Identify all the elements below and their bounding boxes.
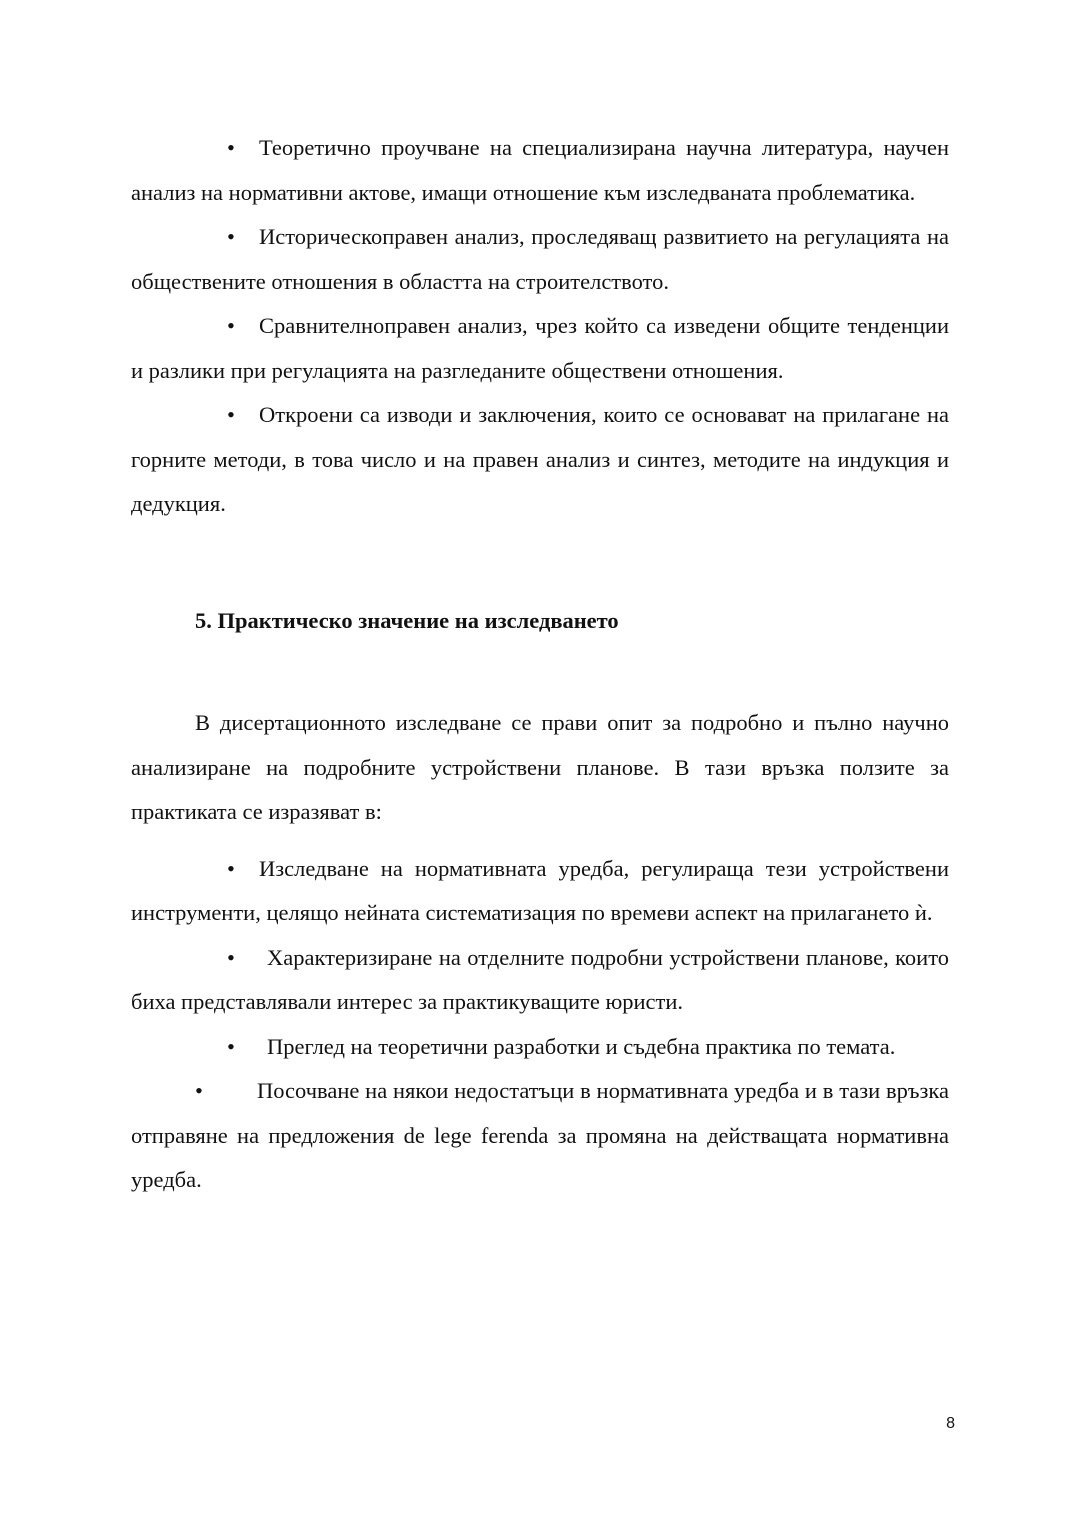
- intro-paragraph: В дисертационното изследване се прави опит за подробно и пълно научно анализиране на подробните устройствени планове. В тази връзка ползите за практиката се изразяват в:: [131, 710, 949, 824]
- benefits-list: [131, 847, 949, 1203]
- list-item-text: Сравнителноправен анализ, чрез който са изведени общите тенденции и разлики при регулацията на разгледаните обществени отношения.: [131, 313, 949, 383]
- list-item-text: Посочване на някои недостатъци в нормативната уредба и в тази връзка отправяне на предложения de lege ferenda за промяна на действащата нормативна уредба.: [131, 1078, 949, 1192]
- page-number: 8: [946, 1415, 955, 1432]
- methods-list: [131, 126, 949, 527]
- document-page: [131, 126, 949, 1203]
- list-item-text: Изследване на нормативната уредба, регулираща тези устройствени инструменти, целящо нейната систематизация по времеви аспект на прилагането ѝ.: [131, 855, 949, 925]
- list-item: [131, 215, 949, 304]
- list-item-text: Откроени са изводи и заключения, които се основават на прилагане на горните методи, в това число и на правен анализ и синтез, методите на индукция и дедукция.: [131, 402, 949, 516]
- list-item-text: Преглед на теоретични разработки и съдебна практика по темата.: [267, 1033, 896, 1059]
- bullet-icon: •: [227, 944, 235, 970]
- list-item: [131, 304, 949, 393]
- list-item: [131, 847, 949, 936]
- bullet-icon: •: [227, 135, 235, 160]
- list-item-text: Теоретично проучване на специализирана научна литература, научен анализ на нормативни актове, имащи отношение към изследваната проблематика.: [131, 135, 949, 205]
- list-item: [131, 1069, 949, 1203]
- list-item: [131, 1025, 949, 1070]
- bullet-icon: •: [227, 313, 235, 338]
- bullet-icon: •: [227, 402, 235, 427]
- section-heading: 5. Практическо значение на изследването: [195, 607, 619, 633]
- list-item-text: Историческоправен анализ, проследяващ развитието на регулацията на обществените отношения в областта на строителството.: [131, 224, 949, 294]
- bullet-icon: •: [227, 1033, 235, 1059]
- list-item: [131, 936, 949, 1025]
- bullet-icon: •: [227, 224, 235, 249]
- list-item: [131, 393, 949, 527]
- list-item-text: Характеризиране на отделните подробни устройствени планове, които биха представлявали интерес за практикуващите юристи.: [131, 944, 949, 1014]
- bullet-icon: •: [195, 1078, 203, 1103]
- bullet-icon: •: [227, 855, 235, 881]
- list-item: [131, 126, 949, 215]
